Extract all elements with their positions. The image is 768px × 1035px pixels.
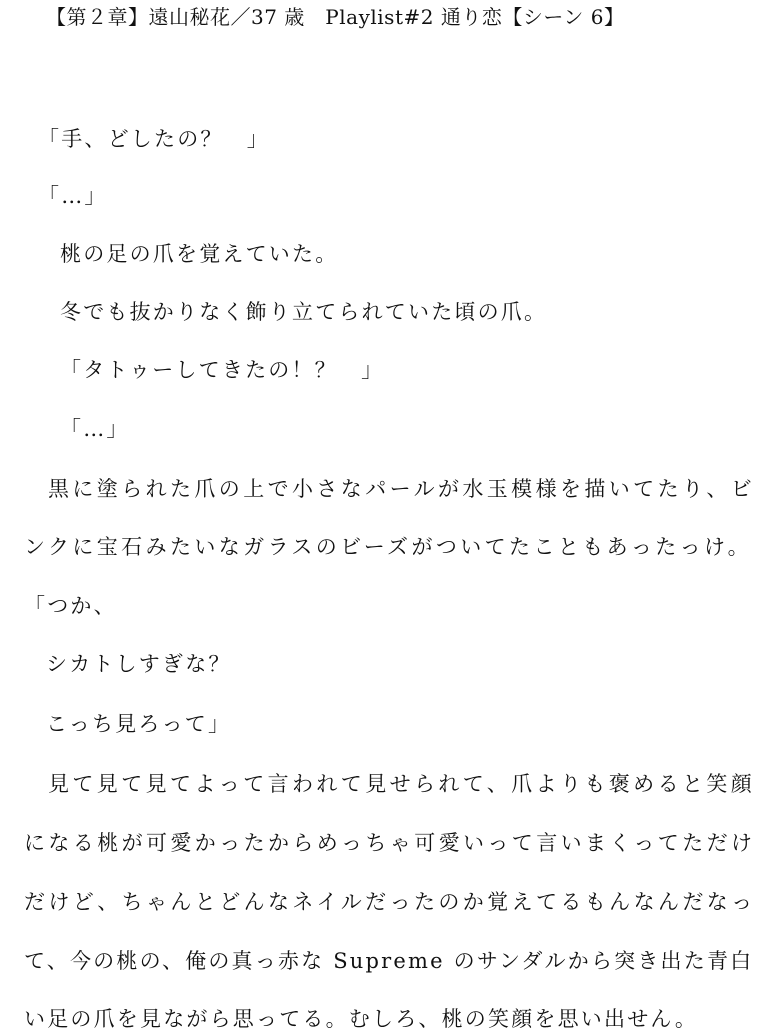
text-line: シカトしすぎな？ — [46, 652, 232, 676]
text-line: 「タトゥーしてきたの！？ 」 — [60, 358, 385, 382]
text-line: こっち見ろって」 — [46, 712, 232, 736]
text-line: 「…」 — [60, 417, 130, 441]
text-line: 「手、どしたの？ 」 — [38, 127, 270, 151]
text-line: になる桃が可愛かったからめっちゃ可愛いって言いまくってただけ — [24, 831, 756, 855]
text-line: 見て見て見てよって言われて見せられて、爪よりも褒めると笑顔 — [48, 772, 756, 796]
text-line: 冬でも抜かりなく飾り立てられていた頃の爪。 — [60, 300, 548, 324]
text-line: 黒に塗られた爪の上で小さなパールが水玉模様を描いてたり、ビ — [48, 477, 756, 501]
text-line: い足の爪を見ながら思ってる。むしろ、桃の笑顔を思い出せん。 — [24, 1007, 699, 1031]
text-line: て、今の桃の、俺の真っ赤な Supreme のサンダルから突き出た青白 — [24, 949, 754, 973]
text-line: だけど、ちゃんとどんなネイルだったのか覚えてるもんなんだなっ — [24, 890, 756, 914]
text-line: 桃の足の爪を覚えていた。 — [60, 242, 339, 266]
text-line: ンクに宝石みたいなガラスのビーズがついてたこともあったっけ。 — [24, 535, 753, 559]
chapter-header: 【第２章】遠山秘花／37 歳 Playlist#2 通り恋【シーン 6】 — [46, 5, 625, 29]
text-line: 「つか、 — [24, 594, 117, 618]
text-line: 「…」 — [38, 184, 108, 208]
